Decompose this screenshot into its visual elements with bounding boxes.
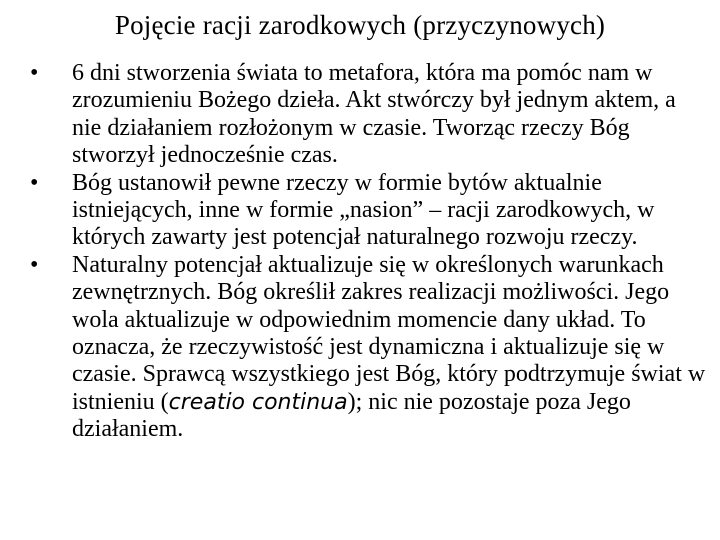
- bullet-text-before: Naturalny potencjał aktualizuje się w określonych warunkach zewnętrznych. Bóg określił zakres realizacji możliwości. Jego wola aktualizuje w odpowiednim momencie dany układ. To oznacza, że rzeczywistość jest dynamiczna i aktualizuje się w czasie. Sprawcą wszystkiego jest Bóg, który podtrzymuje świat w istnieniu (: [72, 251, 706, 415]
- bullet-item-3: [30, 252, 710, 444]
- bullet-text: Bóg ustanowił pewne rzeczy w formie bytów aktualnie istniejących, inne w formie „nasion” – racji zarodkowych, w których zawarty jest potencjał naturalnego rozwoju rzeczy.: [72, 169, 655, 251]
- bullet-text-after: ); nic nie pozostaje poza Jego działaniem.: [72, 388, 631, 443]
- bullet-text: 6 dni stworzenia świata to metafora, która ma pomóc nam w zrozumieniu Bożego dzieła. Akt stwórczy był jednym aktem, a nie działaniem rozłożonym w czasie. Tworząc rzeczy Bóg stworzył jednocześnie czas.: [72, 60, 676, 169]
- bullet-item-1: [30, 60, 710, 170]
- bullet-list: [30, 60, 710, 444]
- slide-title: Pojęcie racji zarodkowych (przyczynowych): [114, 10, 606, 40]
- bullet-dot: •: [30, 60, 39, 86]
- bullet-dot: •: [30, 251, 39, 278]
- bullet-item-2: [30, 170, 710, 252]
- bullet-dot: •: [30, 169, 39, 196]
- bullet-text-italic: creatio continua: [168, 389, 348, 415]
